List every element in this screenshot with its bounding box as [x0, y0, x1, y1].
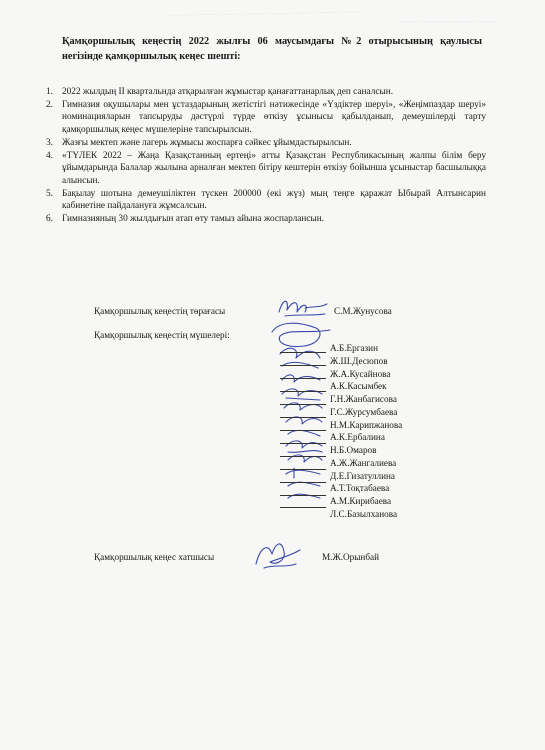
signature-line	[280, 391, 326, 392]
members-label: Қамқоршылық кеңестің мүшелері:	[94, 330, 230, 340]
chair-signature	[275, 294, 331, 320]
signature-line	[280, 443, 326, 444]
decision-item: 2. Гимназия оқушылары мен ұстаздарының жетістігі нәтижесінде «Үздіктер шеруі», «Жеңімпаздар шеруі» номинацияларын тапсыруды дәстүрлі түрде өткізу ұсынысы қабылданып, демеушілерді тарту қамқоршылық кеңес мүшелеріне тапсырылсын.	[46, 99, 486, 135]
signature-line	[280, 507, 326, 508]
signature-line	[280, 495, 326, 496]
signature-line	[280, 365, 326, 366]
bleed-through-text: ⸻ ⸻ ⸻ ⸻	[400, 16, 497, 26]
secretary-label: Қамқоршылық кеңес хатшысы	[94, 552, 215, 562]
member-name: А.К.Ербалина	[330, 432, 385, 443]
member-name: Л.С.Базылханова	[330, 508, 398, 519]
decision-item: 4. «ТҮЛЕК 2022 – Жаңа Қазақстанның ертеңі» атты Қазақстан Республикасының жалпы білім беру ұйымдарында Балалар жылына арналған мектеп бітіру кештерін өткізу бойынша ұсыныстар басшылыққа алынсын.	[46, 150, 486, 186]
secretary-signature	[246, 534, 306, 574]
decision-item: 5. Бақылау шотына демеушіліктен түскен 200000 (екі жүз) мың теңге қаражат Ыбырай Алтынсарин кабинетіне пайдалануға жұмсалсын.	[46, 188, 486, 212]
member-name: Г.С.Журсумбаева	[330, 406, 398, 417]
signature-line	[280, 404, 326, 405]
signature-line	[280, 482, 326, 483]
member-name: Ж.Ш.Десюпов	[330, 355, 388, 366]
member-name: Ж.А.Кусайнова	[330, 368, 391, 379]
decision-list	[46, 86, 486, 226]
members-signatures	[260, 318, 340, 508]
signature-line	[280, 378, 326, 379]
member-name: Г.Н.Жанбагисова	[330, 394, 397, 404]
signature-line	[280, 417, 326, 418]
member-name: Н.Б.Омаров	[330, 445, 377, 455]
member-name: Д.Е.Гизатуллина	[330, 470, 395, 481]
signature-line	[280, 430, 326, 431]
decision-item: 1. 2022 жылдың II квартальнда атқарылған жұмыстар қанағаттанарлық деп саналсын.	[46, 87, 394, 97]
signature-line	[280, 352, 326, 353]
member-name: А.Б.Ергазин	[330, 343, 379, 353]
decision-item: 6. Гимназияның 30 жылдығын атап өту тамыз айына жоспарлансын.	[46, 213, 325, 224]
resolution-heading: Қамқоршылық кеңестің 2022 жылғы 06 маусымдағы №2 отырысының қаулысы негізінде қамқоршылық кеңес шешті:	[62, 36, 482, 62]
chair-label: Қамқоршылық кеңестің төрағасы	[94, 306, 226, 316]
secretary-name: М.Ж.Орынбай	[322, 552, 379, 562]
member-name: Н.М.Карипжанова	[330, 419, 403, 430]
member-name: А.М.Кирибаева	[330, 496, 392, 506]
decision-item: 3. Жазғы мектеп және лагерь жұмысы жоспарға сәйкес ұйымдастырылсын.	[46, 137, 352, 148]
member-name: А.Ж.Жангалиева	[330, 457, 397, 468]
signature-line	[280, 469, 326, 470]
members-list	[330, 342, 402, 521]
signature-line	[280, 456, 326, 457]
chair-name: С.М.Жунусова	[334, 306, 392, 316]
bleed-through-text: ⸻ ⸻ ⸻ ⸻ ⸻ ⸻ ⸻ ⸻	[169, 6, 366, 20]
member-name: А.К.Касымбек	[330, 381, 387, 392]
member-name: А.Т.Тоқтабаева	[330, 483, 390, 494]
